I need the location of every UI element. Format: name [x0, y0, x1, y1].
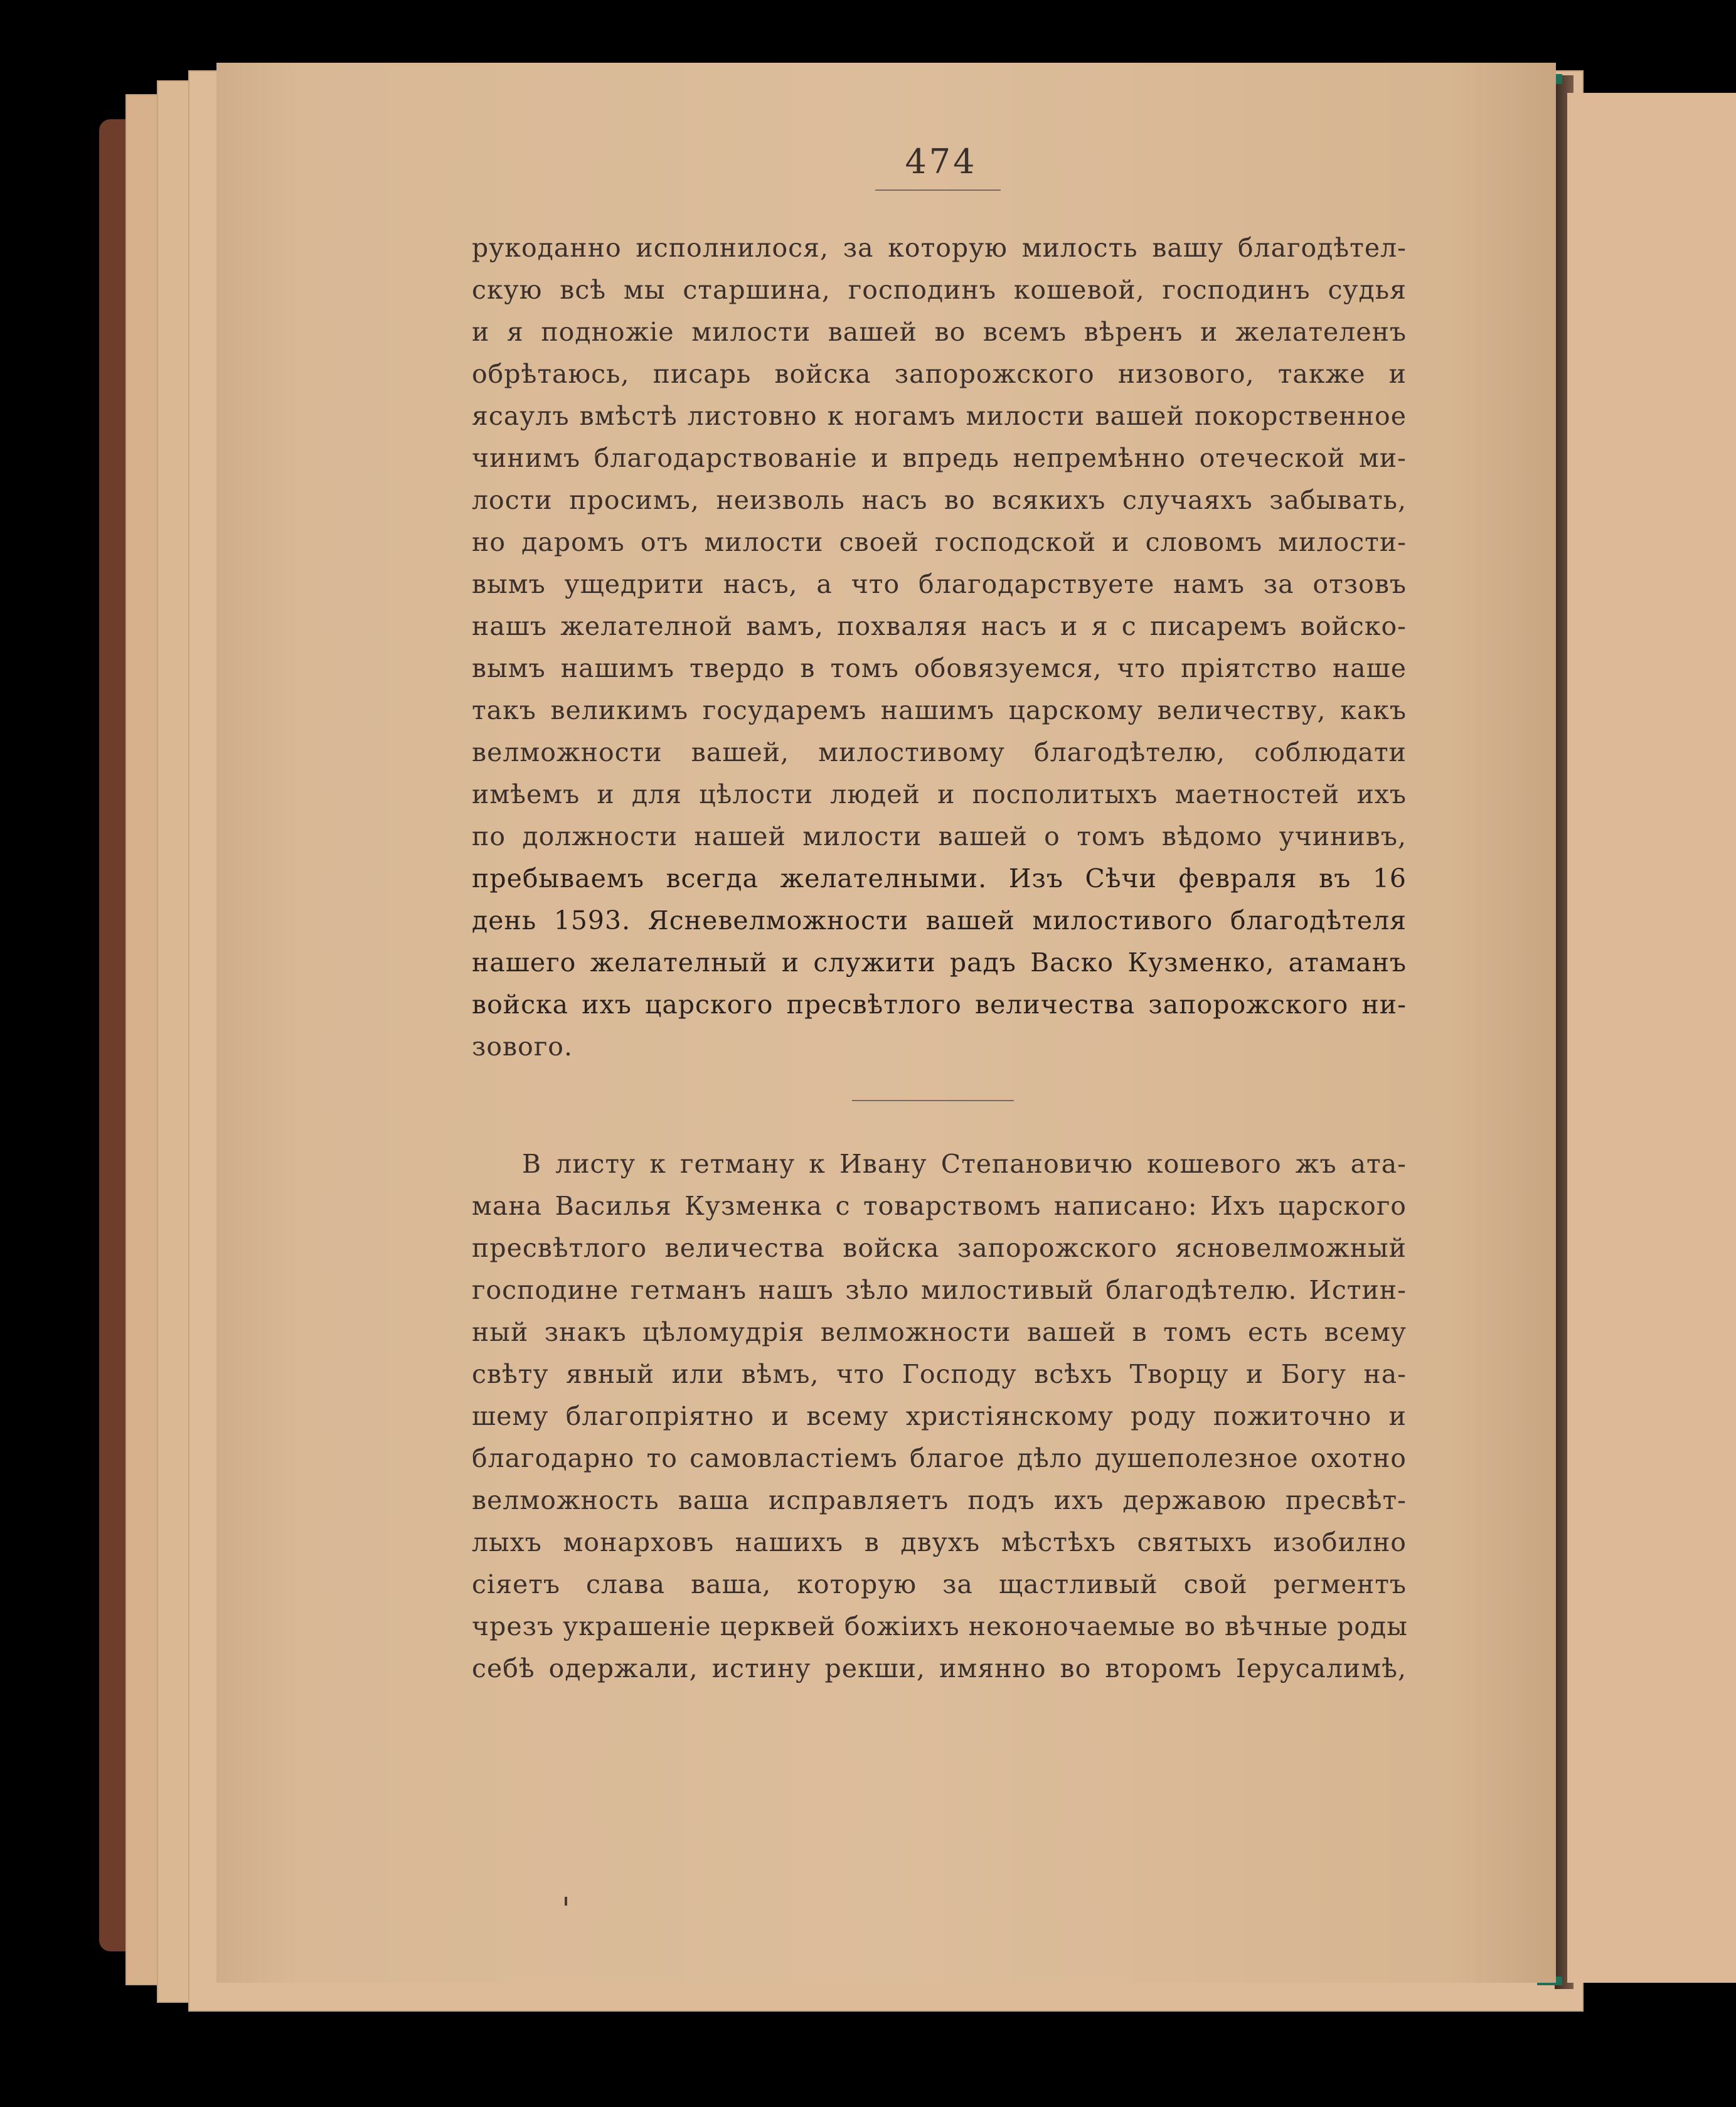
text-line: вымъ ущедрити насъ, а что благодарствуете намъ за отзовъ	[472, 569, 1407, 599]
text-line: пресвѣтлого величества войска запорожского ясновелможный	[472, 1233, 1407, 1263]
section-divider	[852, 1100, 1014, 1101]
text-line: чинимъ благодарствованіе и впредь непремѣнно отеческой ми-	[472, 443, 1407, 473]
text-line: и я подножіе милости вашей во всемъ вѣренъ и желателенъ	[472, 317, 1407, 347]
letter-text-block	[472, 227, 1407, 1068]
paper-speck	[565, 1897, 567, 1906]
text-line: день 1593. Ясневелможности вашей милостивого благодѣтеля	[472, 905, 1407, 936]
text-line: по должности нашей милости вашей о томъ вѣдомо учинивъ,	[472, 821, 1407, 851]
text-line: но даромъ отъ милости своей господской и словомъ милости-	[472, 527, 1407, 557]
letter-text-block	[472, 1143, 1407, 1690]
page-number: 474	[905, 142, 977, 181]
text-line: ясаулъ вмѣстѣ листовно к ногамъ милости вашей покорственное	[472, 401, 1407, 431]
text-line: В листу к гетману к Ивану Степановичю кошевого жъ ата-	[522, 1149, 1407, 1179]
text-line: сіяетъ слава ваша, которую за щастливый свой регментъ	[472, 1569, 1407, 1599]
text-line: себѣ одержали, истину рекши, имянно во второмъ Іерусалимѣ,	[472, 1653, 1407, 1683]
text-line: имѣемъ и для цѣлости людей и посполитыхъ маетностей ихъ	[472, 779, 1407, 809]
text-line: ный знакъ цѣломудрія велможности вашей в томъ есть всему	[472, 1317, 1407, 1347]
text-line: велможность ваша исправляетъ подъ ихъ державою пресвѣт-	[472, 1485, 1407, 1515]
text-line: вымъ нашимъ твердо в томъ обовязуемся, что пріятство наше	[472, 653, 1407, 683]
text-line: благодарно то самовластіемъ благое дѣло душеполезное охотно	[472, 1443, 1407, 1473]
text-line: чрезъ украшеніе церквей божіихъ неконочаемые во вѣчные роды	[472, 1611, 1408, 1641]
text-line: велможности вашей, милостивому благодѣтелю, соблюдати	[472, 737, 1407, 767]
text-line: господине гетманъ нашъ зѣло милостивый благодѣтелю. Истин-	[472, 1275, 1407, 1305]
text-line: обрѣтаюсь, писарь войска запорожского низового, также и	[472, 359, 1407, 389]
text-line: зового.	[472, 1032, 573, 1062]
page-number-rule	[875, 189, 1001, 191]
text-line: шему благопріятно и всему христіянскому роду пожиточно и	[472, 1401, 1407, 1431]
text-line: скую всѣ мы старшина, господинъ кошевой, господинъ судья	[472, 275, 1407, 305]
facing-page-edge	[1567, 93, 1736, 1983]
text-line: свѣту явный или вѣмъ, что Господу всѣхъ Творцу и Богу на-	[472, 1359, 1407, 1389]
text-line: такъ великимъ государемъ нашимъ царскому величеству, какъ	[472, 695, 1407, 725]
text-line: мана Василья Кузменка с товарствомъ написано: Ихъ царского	[472, 1191, 1407, 1221]
text-line: лости просимъ, неизволь насъ во всякихъ случаяхъ забывать,	[472, 485, 1407, 515]
text-line: лыхъ монарховъ нашихъ в двухъ мѣстѣхъ святыхъ изобилно	[472, 1527, 1407, 1557]
text-line: нашего желателный и служити радъ Васко Кузменко, атаманъ	[472, 947, 1407, 978]
text-line: пребываемъ всегда желателными. Изъ Сѣчи февраля въ 16	[472, 863, 1407, 893]
text-line: нашъ желателной вамъ, похваляя насъ и я с писаремъ войско-	[472, 611, 1407, 641]
text-line: рукоданно исполнилося, за которую милость вашу благодѣтел-	[472, 233, 1407, 263]
text-line: войска ихъ царского пресвѣтлого величества запорожского ни-	[472, 989, 1407, 1020]
